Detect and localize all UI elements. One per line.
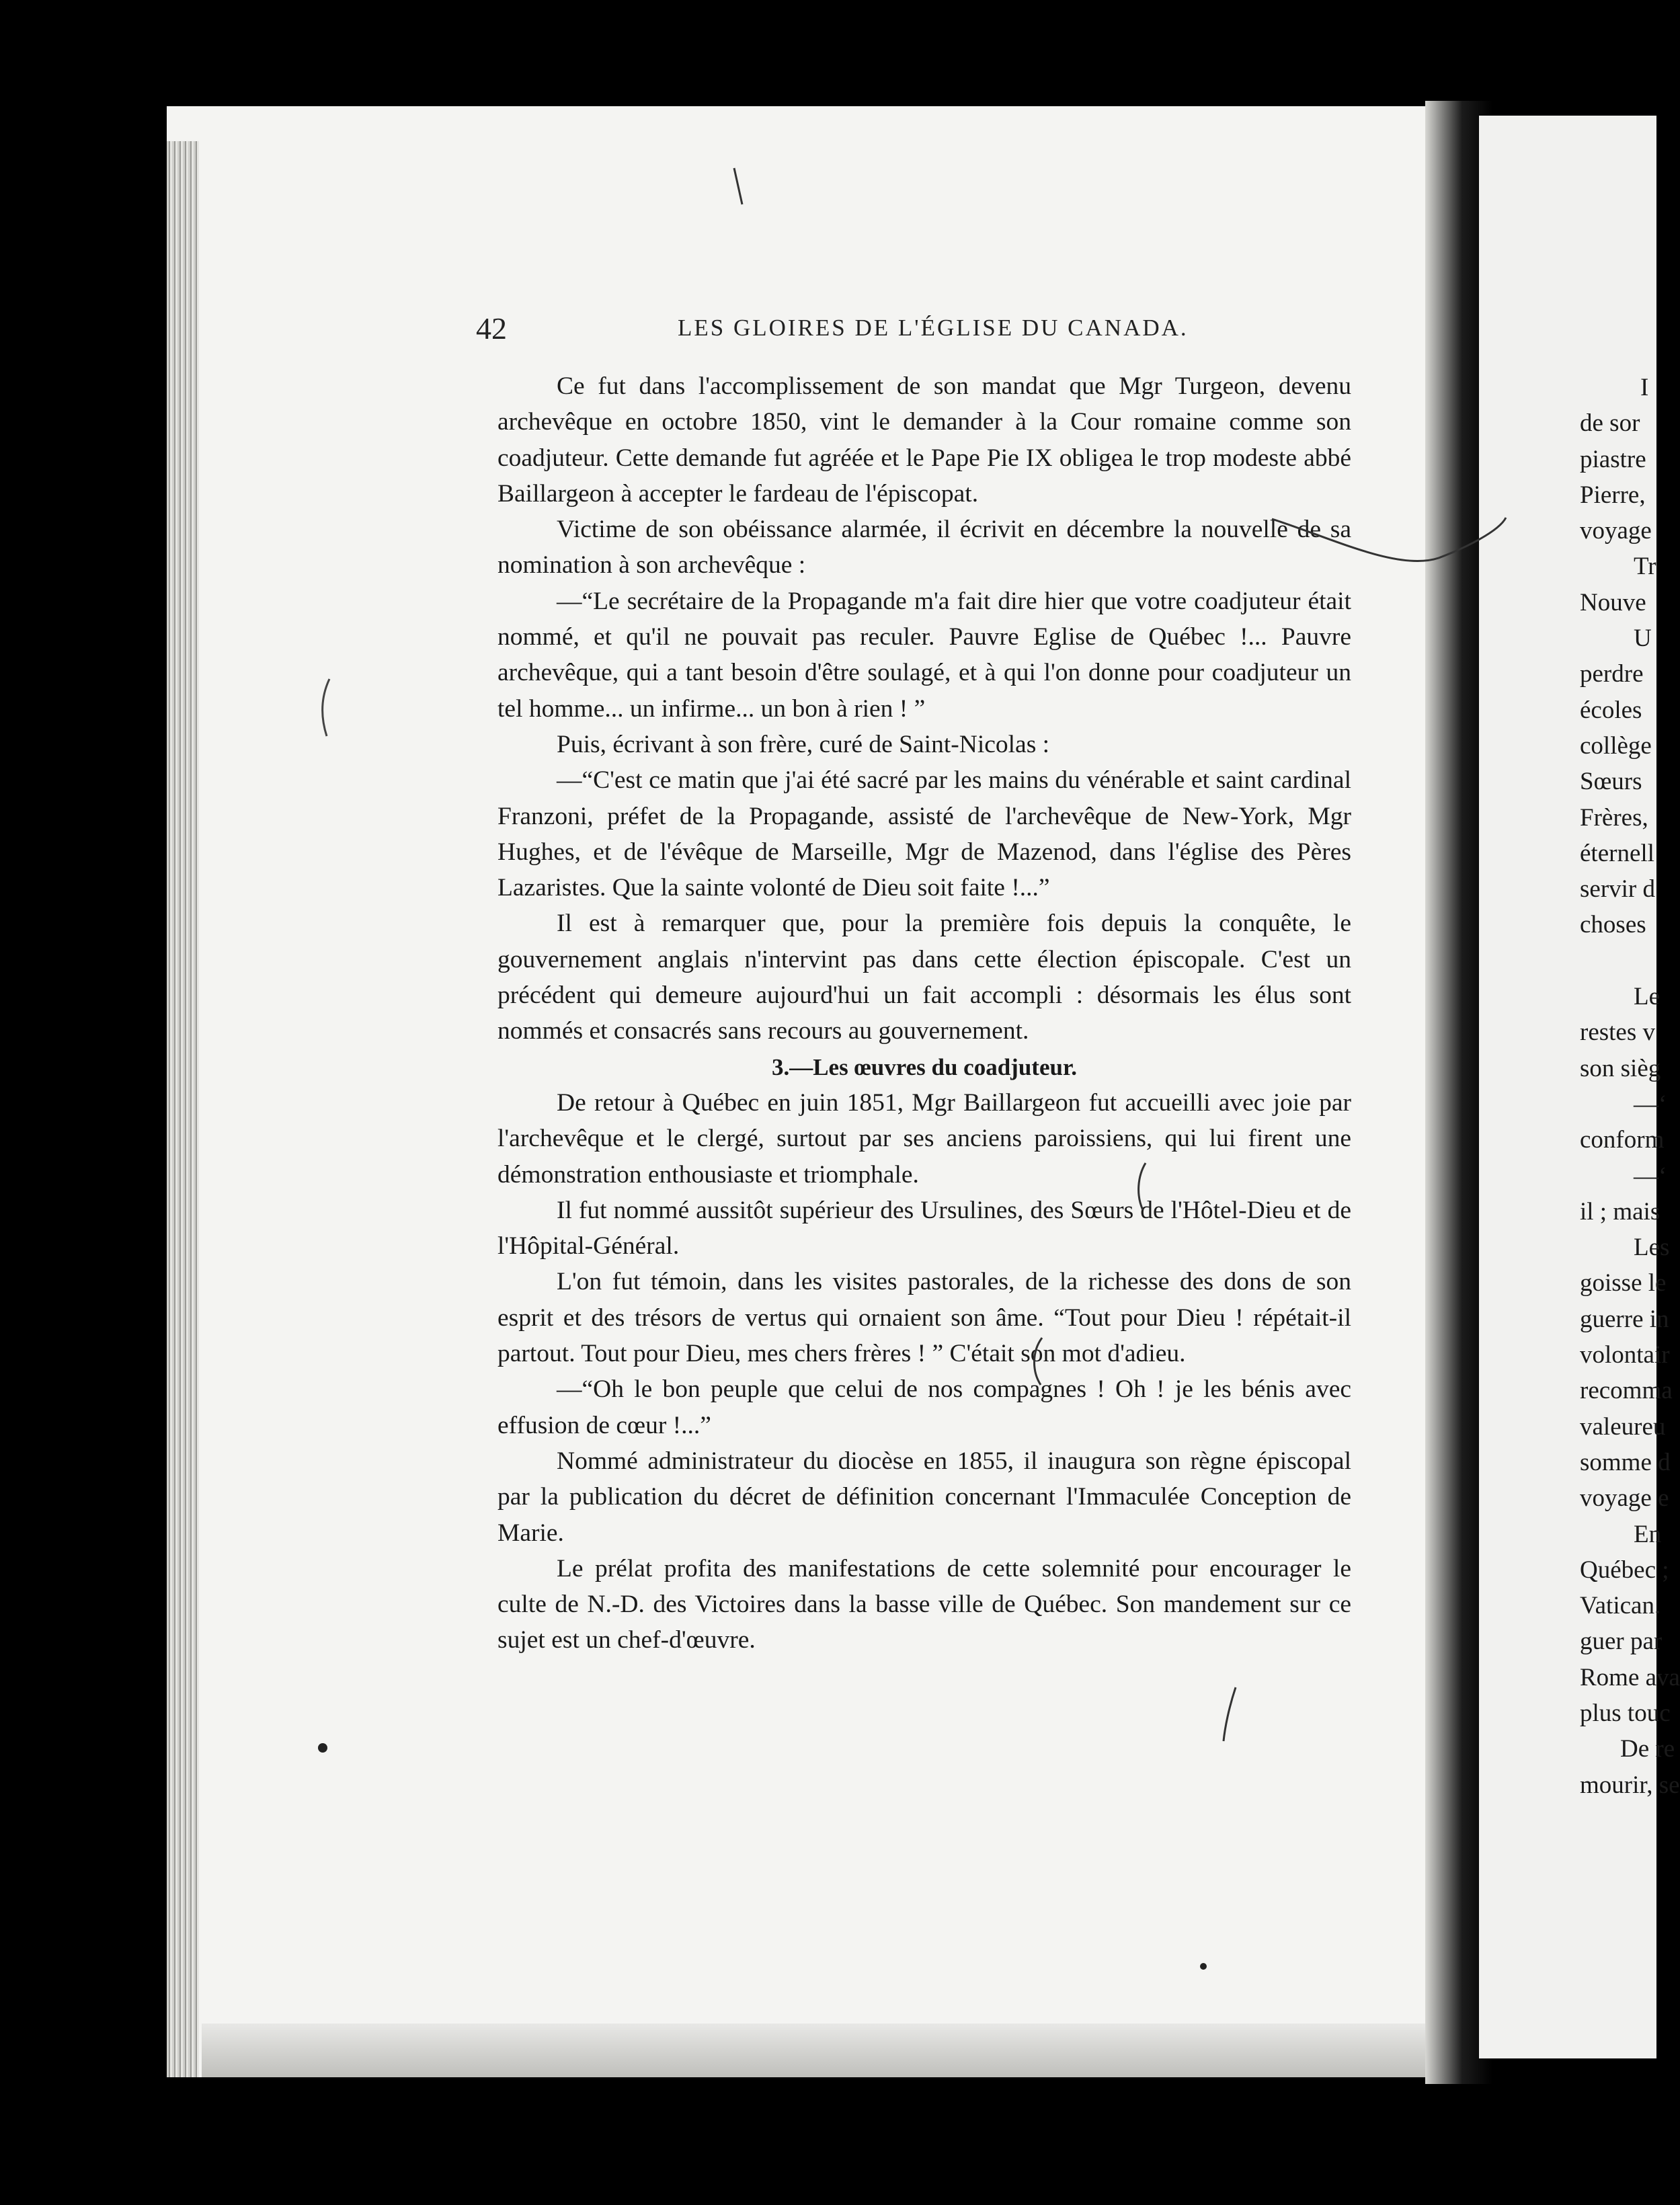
right-line: recomma xyxy=(1580,1377,1673,1405)
right-line: guerre in xyxy=(1580,1305,1669,1333)
paragraph-quote: —“Oh le bon peuple que celui de nos compagnes ! Oh ! je les bénis avec effusion de cœur !...” xyxy=(497,1375,1351,1439)
right-line: mourir, se xyxy=(1580,1771,1680,1799)
right-line: Frères, xyxy=(1580,803,1648,832)
right-line: choses xyxy=(1580,911,1646,939)
right-line: restes v xyxy=(1580,1018,1655,1047)
right-line: somme d xyxy=(1580,1448,1671,1476)
right-line: Sœurs xyxy=(1580,768,1642,796)
running-head: LES GLOIRES DE L'ÉGLISE DU CANADA. xyxy=(678,315,1189,341)
right-line: de sor xyxy=(1580,409,1640,438)
paragraph: Victime de son obéissance alarmée, il écrivit en décembre la nouvelle de sa nomination à son archevêque : xyxy=(497,516,1351,579)
right-line: collège xyxy=(1580,731,1652,760)
right-line: —‘ xyxy=(1634,1090,1667,1118)
right-line: I xyxy=(1640,374,1649,401)
right-line: Pierre, xyxy=(1580,481,1646,509)
right-line: piastre xyxy=(1580,445,1646,473)
right-line: Vatican. xyxy=(1580,1592,1661,1620)
page-number: 42 xyxy=(476,311,507,346)
paragraph: Puis, écrivant à son frère, curé de Saint-Nicolas : xyxy=(557,730,1050,758)
right-line: écoles xyxy=(1580,696,1642,724)
section-title: 3.—Les œuvres du coadjuteur. xyxy=(771,1053,1078,1080)
paragraph: L'on fut témoin, dans les visites pastorales, de la richesse des dons de son esprit et des trésors de vertus qui ornaient son âme. “Tout pour Dieu ! répétait-il partout. Tout pour Dieu, mes chers frères ! ” C'était son mot d'adieu. xyxy=(497,1268,1351,1368)
right-line: Nouve xyxy=(1580,588,1646,616)
right-line: valeureu xyxy=(1580,1412,1666,1441)
right-line: perdre xyxy=(1580,660,1644,688)
right-line: De re xyxy=(1620,1735,1675,1763)
paragraph: Nommé administrateur du diocèse en 1855, il inaugura son règne épiscopal par la publication du décret de définition concernant l'Immaculée Conception de Marie. xyxy=(497,1447,1351,1547)
paragraph: Le prélat profita des manifestations de cette solemnité pour encourager le culte de N.-D. des Victoires dans la basse ville de Québec. Son mandement sur ce sujet est un chef-d'œuvre. xyxy=(497,1554,1351,1654)
paragraph: Il est à remarquer que, pour la première fois depuis la conquête, le gouvernement anglais n'intervint pas dans cette élection épiscopale. C'est un précédent qui demeure aujourd'hui un fait accompli : désormais les élus sont nommés et consacrés sans recours au gouvernement. xyxy=(497,910,1351,1045)
paragraph-quote: —“C'est ce matin que j'ai été sacré par les mains du vénérable et saint cardinal Franzoni, préfet de la Propagande, assisté de l'archevêque de New-York, Mgr Hughes, et de l'évêque de Marseille, Mgr de Mazenod, dans l'église des Pères Lazaristes. Que la sainte volonté de Dieu soit faite !...” xyxy=(497,766,1351,902)
paragraph: Ce fut dans l'accomplissement de son mandat que Mgr Turgeon, devenu archevêque en octobre 1850, vint le demander à la Cour romaine comme son coadjuteur. Cette demande fut agréée et le Pape Pie IX obligea le trop modeste abbé Baillargeon à accepter le fardeau de l'épiscopat. xyxy=(497,372,1351,508)
paragraph-quote: —“Le secrétaire de la Propagande m'a fait dire hier que votre coadjuteur était nommé, et qu'il ne pouvait pas reculer. Pauvre Eglise de Québec !... Pauvre archevêque, qui a tant besoin d'être soulagé, et à qui l'on donne pour coadjuteur un tel homme... un infirme... un bon à rien ! ” xyxy=(497,587,1351,723)
right-line: U xyxy=(1634,625,1652,653)
right-line: Rome ava xyxy=(1580,1663,1680,1691)
right-line: éternell xyxy=(1580,839,1654,867)
paragraph: De retour à Québec en juin 1851, Mgr Baillargeon fut accueilli avec joie par l'archevêque et le clergé, surtout par ses anciens paroissiens, qui lui firent une démonstration enthousiaste et triomphale. xyxy=(497,1088,1351,1189)
right-line: goisse le xyxy=(1580,1269,1667,1297)
right-line: conform xyxy=(1580,1126,1665,1154)
right-line: En xyxy=(1634,1520,1662,1548)
paragraph: Il fut nommé aussitôt supérieur des Ursulines, des Sœurs de l'Hôtel-Dieu et de l'Hôpital-Général. xyxy=(497,1196,1351,1260)
right-line: Tr xyxy=(1634,553,1656,581)
right-line: volontair xyxy=(1580,1341,1670,1369)
right-line: Le xyxy=(1634,983,1661,1011)
right-line: son sièg xyxy=(1580,1054,1661,1082)
right-line: Québec ; xyxy=(1580,1556,1669,1584)
right-line: voyage xyxy=(1580,517,1652,545)
right-line: il ; mais xyxy=(1580,1197,1661,1226)
right-line: servir d xyxy=(1580,875,1655,904)
right-line: voyage e xyxy=(1580,1484,1669,1513)
right-line: plus touc xyxy=(1580,1699,1671,1727)
right-line: Les xyxy=(1634,1234,1670,1262)
right-line: guer par xyxy=(1580,1628,1663,1656)
right-line: —‘ xyxy=(1634,1162,1667,1190)
